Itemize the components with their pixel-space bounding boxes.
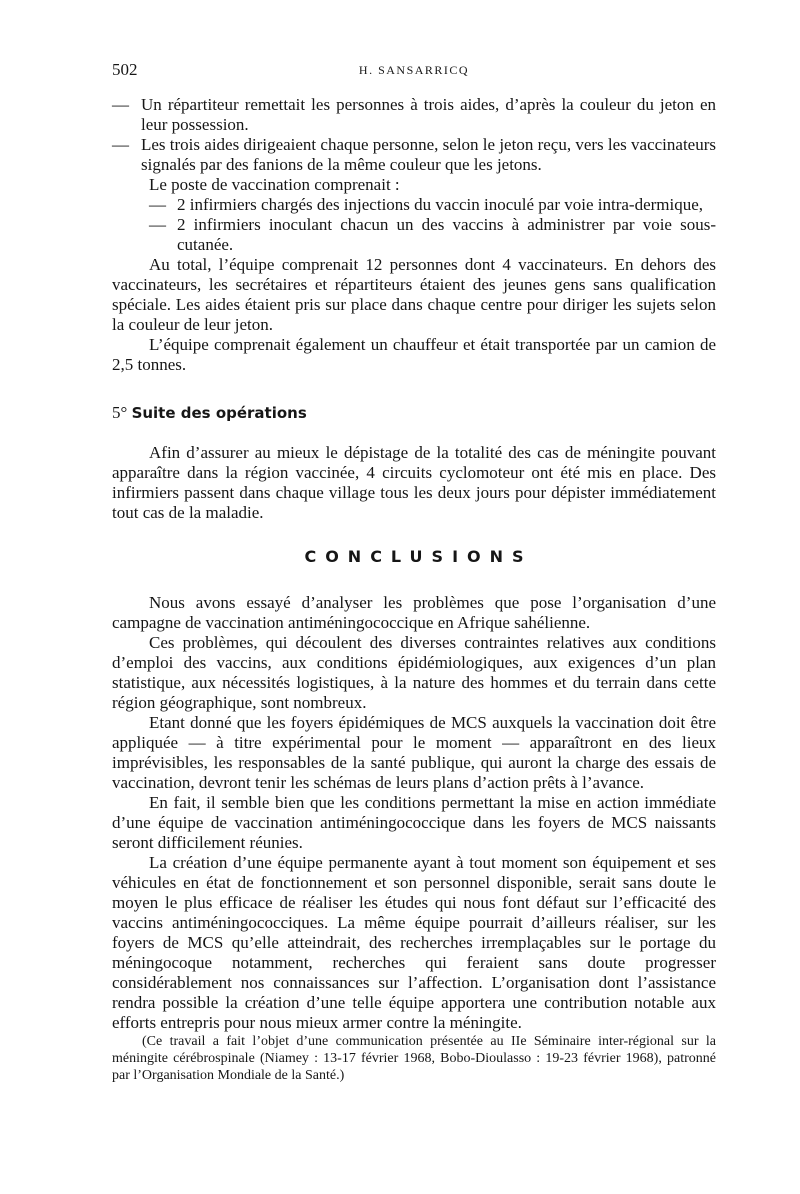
paragraph: En fait, il semble bien que les conditions permettant la mise en action immédiate d’une équipe de vaccination antiméningococcique dans les foyers de MCS naissants seront difficilement réunies. bbox=[112, 793, 716, 852]
section-title: Suite des opérations bbox=[131, 404, 307, 422]
paragraph: La création d’une équipe permanente ayant à tout moment son équipement et ses véhicules en état de fonctionnement et son personnel disponible, serait sans doute le moyen le plus efficace de réaliser les études qui nous font défaut sur l’efficacité des vaccins antiméningococciques. La même équipe pourrait d’ailleurs réaliser, sur les foyers de MCS qu’elle atteindrait, des recherches irremplaçables sur le portage du méningocoque notamment, recherches qui feraient sans doute progresser considérablement nos connaissances sur l’affection. L’organisation dont l’assistance rendra possible la création d’une telle équipe apportera une contribution notable aux efforts entrepris pour nous mieux armer contre la méningite. bbox=[112, 853, 716, 1032]
list-item bbox=[112, 135, 716, 175]
conclusions-heading: CONCLUSIONS bbox=[304, 547, 533, 566]
dash-marker: — bbox=[112, 95, 129, 114]
list-item bbox=[149, 215, 716, 255]
dash-marker: — bbox=[149, 195, 166, 214]
paragraph: Ces problèmes, qui découlent des diverses contraintes relatives aux conditions d’emploi des vaccins, aux conditions épidémiologiques, aux exigences d’un plan statistique, aux nécessités logistiques, à la nature des hommes et du terrain dans cette région géographique, sont nombreux. bbox=[112, 633, 716, 712]
footnote: (Ce travail a fait l’objet d’une communication présentée au IIe Séminaire inter-régional sur la méningite cérébrospinale (Niamey : 13-17 février 1968, Bobo-Dioulasso : 19-23 février 1968), patronné par l’Organisation Mondiale de la Santé.) bbox=[112, 1034, 716, 1083]
list-item-text: Les trois aides dirigeaient chaque personne, selon le jeton reçu, vers les vaccinateurs signalés par des fanions de la même couleur que les jetons. bbox=[141, 135, 716, 174]
paragraph: L’équipe comprenait également un chauffeur et était transportée par un camion de 2,5 tonnes. bbox=[112, 335, 716, 374]
dash-marker: — bbox=[149, 215, 166, 234]
paragraph: Le poste de vaccination comprenait : bbox=[149, 175, 400, 194]
paragraph: Nous avons essayé d’analyser les problèmes que pose l’organisation d’une campagne de vaccination antiméningococcique en Afrique sahélienne. bbox=[112, 593, 716, 632]
list-item-text: 2 infirmiers chargés des injections du vaccin inoculé par voie intra-dermique, bbox=[177, 195, 704, 214]
dash-marker: — bbox=[112, 135, 129, 154]
page-header bbox=[112, 60, 716, 84]
section-number: 5° bbox=[112, 403, 128, 422]
running-head: H. SANSARRICQ bbox=[358, 63, 470, 77]
list-item-text: Un répartiteur remettait les personnes à trois aides, d’après la couleur du jeton en leur possession. bbox=[141, 95, 716, 134]
paragraph: Au total, l’équipe comprenait 12 personnes dont 4 vaccinateurs. En dehors des vaccinateurs, les secrétaires et répartiteurs étaient des jeunes gens sans qualification spéciale. Les aides étaient pris sur place dans chaque centre pour diriger les sujets selon la couleur de leur jeton. bbox=[112, 255, 716, 334]
page-number: 502 bbox=[112, 60, 138, 79]
paragraph: Etant donné que les foyers épidémiques de MCS auxquels la vaccination doit être appliquée — à titre expérimental pour le moment — apparaîtront en des lieux imprévisibles, les responsables de la santé publique, qui auront la charge des essais de vaccination, devront tenir les schémas de leurs plans d’action prêts à l’avance. bbox=[112, 713, 716, 792]
section-heading bbox=[112, 403, 716, 423]
body-text bbox=[112, 95, 716, 1084]
list-item-text: 2 infirmiers inoculant chacun un des vaccins à administrer par voie sous-cutanée. bbox=[177, 215, 716, 254]
list-item bbox=[112, 95, 716, 135]
list-item bbox=[149, 195, 716, 215]
paragraph: Afin d’assurer au mieux le dépistage de la totalité des cas de méningite pouvant apparaître dans la région vaccinée, 4 circuits cyclomoteur ont été mis en place. Des infirmiers passent dans chaque village tous les deux jours pour dépister immédiatement tout cas de la maladie. bbox=[112, 443, 716, 522]
vaccination-post-list bbox=[149, 195, 716, 255]
